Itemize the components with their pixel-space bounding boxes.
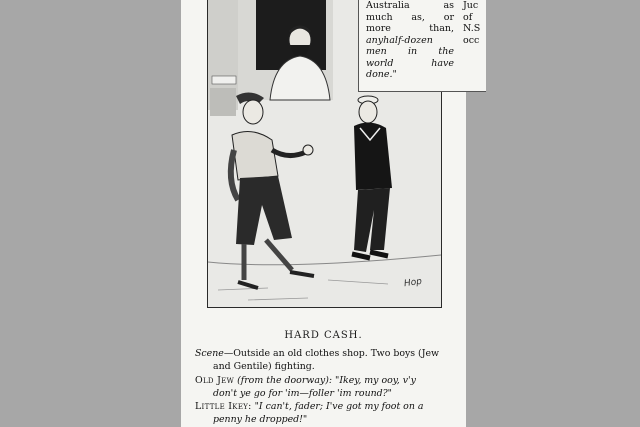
inset-line: more than, <box>366 23 454 34</box>
artist-signature: Hop <box>403 276 423 290</box>
inset-line: world have <box>366 57 454 69</box>
inset-side-line: N.S <box>463 23 481 34</box>
dialogue-line-cont: don't ye go for 'im—foller 'im round?" <box>213 388 392 399</box>
dialogue-line: "I can't, fader; I've got my foot on a <box>254 401 424 412</box>
gentile-boy-figure <box>231 92 314 288</box>
inset-side-line: of <box>463 11 473 23</box>
scene-setting: Outside an old clothes shop. <box>233 348 368 359</box>
scene-detail-cont: and Gentile) fighting. <box>213 361 315 372</box>
shop-goods <box>210 88 236 116</box>
dialogue-old-jew <box>195 374 457 400</box>
inset-side-line: occ <box>463 34 480 46</box>
speaker-little-ikey: Little Ikey: <box>195 401 252 412</box>
inset-line: much as, or <box>366 11 454 23</box>
inset-line: men in the <box>366 46 454 57</box>
stage-direction: (from the doorway): <box>237 375 333 386</box>
inset-text-column <box>366 0 454 81</box>
inset-line: done." <box>366 69 397 80</box>
scene-description: Scene—Outside an old clothes shop. Two boys (Jew and Gentile) fighting. <box>195 347 457 373</box>
dialogue-line: "Ikey, my ooy, v'y <box>335 375 416 386</box>
newspaper-page <box>181 0 481 427</box>
cartoon-title: HARD CASH. <box>284 330 363 341</box>
inset-side-column <box>463 0 487 46</box>
dialogue-line-cont: penny he dropped!" <box>213 414 308 425</box>
inset-line: anyhalf-dozen <box>366 34 433 46</box>
inset-line: Australia as <box>366 0 454 11</box>
adjacent-column-inset <box>358 0 486 92</box>
inset-side-line: Juc <box>463 0 479 11</box>
shop-sign <box>212 76 236 84</box>
scene-detail: Two boys (Jew <box>370 348 440 359</box>
speaker-old-jew: Old Jew <box>195 375 235 386</box>
little-ikey-figure <box>352 96 392 258</box>
cartoon-illustration <box>207 0 481 308</box>
scene-label: Scene <box>195 348 224 359</box>
dialogue-little-ikey <box>195 400 457 426</box>
